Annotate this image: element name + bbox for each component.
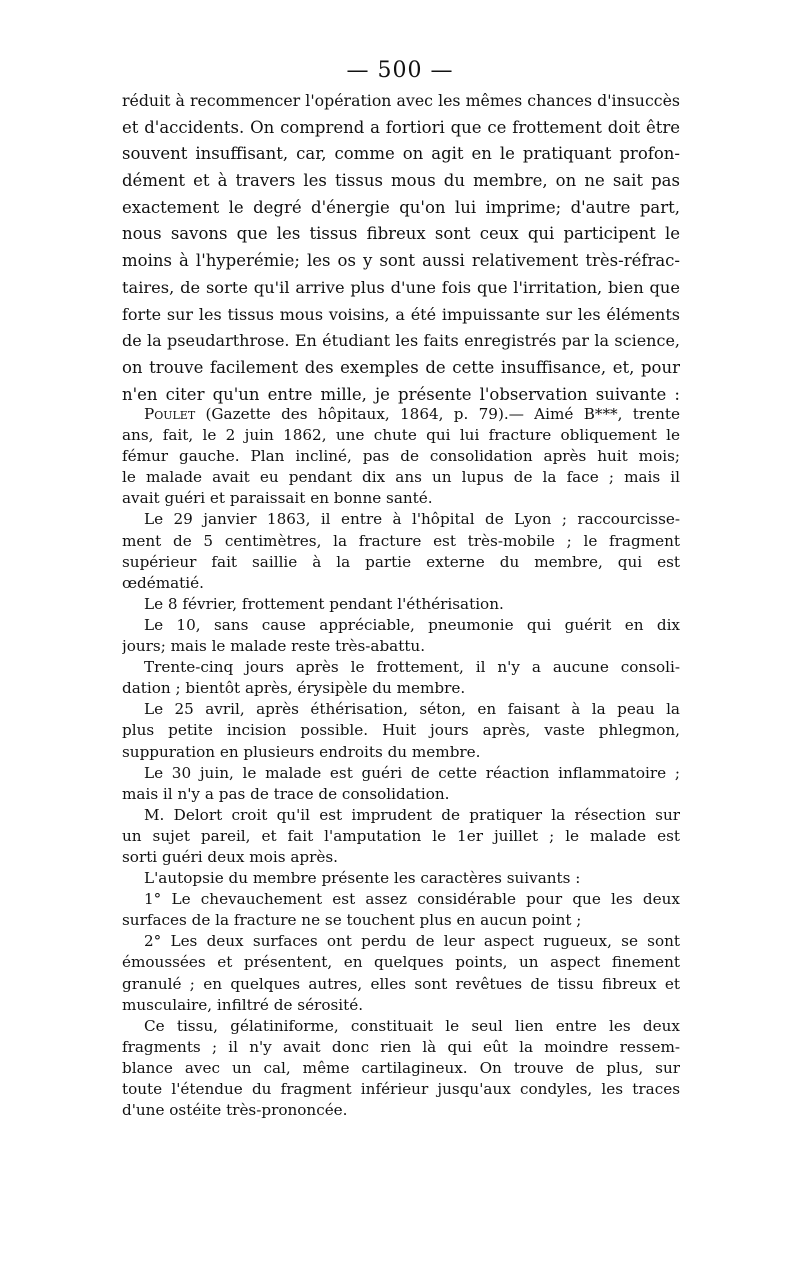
- text-line: 1° Le chevauchement est assez considérable pour que les deux: [144, 890, 680, 909]
- text-line: dément et à travers les tissus mous du membre, on ne sait pas: [122, 171, 680, 191]
- text-line: réduit à recommencer l'opération avec les mêmes chances d'insuccès: [122, 91, 680, 110]
- text-line: mais il n'y a pas de trace de consolidation.: [122, 784, 450, 803]
- text-line: moins à l'hyperémie; les os y sont aussi relativement très-réfrac-: [122, 251, 680, 271]
- text-line: Le 30 juin, le malade est guéri de cette réaction inflammatoire ;: [144, 763, 680, 782]
- text-line: Le 10, sans cause appréciable, pneumonie qui guérit en dix: [144, 615, 680, 634]
- text-line: 2° Les deux surfaces ont perdu de leur aspect rugueux, se sont: [144, 932, 680, 951]
- text-line: dation ; bientôt après, érysipèle du membre.: [122, 679, 466, 698]
- page-number: — 500 —: [346, 58, 454, 83]
- text-line: et d'accidents. On comprend a fortiori que ce frottement doit être: [122, 117, 680, 137]
- observation-author: Poulet: [144, 405, 196, 423]
- text-line: supérieur fait saillie à la partie externe du membre, qui est: [122, 552, 680, 571]
- observation-heading-line: [122, 404, 680, 425]
- text-line: Le 25 avril, après éthérisation, séton, en faisant à la peau la: [144, 700, 680, 719]
- text-line: le malade avait eu pendant dix ans un lupus de la face ; mais il: [122, 468, 680, 487]
- text-line: L'autopsie du membre présente les caractères suivants :: [144, 869, 581, 888]
- text-line: forte sur les tissus mous voisins, a été impuissante sur les éléments: [122, 304, 680, 324]
- text-line: blance avec un cal, même cartilagineux. On trouve de plus, sur: [122, 1058, 680, 1077]
- text-line: plus petite incision possible. Huit jours après, vaste phlegmon,: [122, 721, 680, 740]
- text-line: de la pseudarthrose. En étudiant les faits enregistrés par la science,: [122, 331, 680, 351]
- text-line: M. Delort croit qu'il est imprudent de pratiquer la résection sur: [144, 805, 680, 824]
- text-line: on trouve facilement des exemples de cette insuffisance, et, pour: [122, 357, 680, 377]
- intro-paragraph: [122, 88, 680, 408]
- text-line: sorti guéri deux mois après.: [122, 847, 338, 866]
- observation-block: [122, 404, 680, 1121]
- text-line: souvent insuffisant, car, comme on agit en le pratiquant profon-: [122, 144, 680, 164]
- text-line: Le 8 février, frottement pendant l'éthérisation.: [144, 594, 504, 613]
- text-line: ans, fait, le 2 juin 1862, une chute qui lui fracture obliquement le: [122, 426, 680, 445]
- text-line: Le 29 janvier 1863, il entre à l'hôpital de Lyon ; raccourcisse-: [144, 510, 680, 529]
- observation-source: (Gazette des hôpitaux, 1864, p. 79).: [205, 405, 509, 423]
- text-line: musculaire, infiltré de sérosité.: [122, 995, 364, 1014]
- text-line: émoussées et présentent, en quelques points, un aspect finement: [122, 953, 680, 972]
- text-line: taires, de sorte qu'il arrive plus d'une fois que l'irritation, bien que: [122, 277, 680, 297]
- text-line: nous savons que les tissus fibreux sont ceux qui participent le: [122, 224, 680, 244]
- text-line: fémur gauche. Plan incliné, pas de consolidation après huit mois;: [122, 447, 680, 466]
- text-line: surfaces de la fracture ne se touchent plus en aucun point ;: [122, 911, 582, 930]
- text-line: œdématié.: [122, 573, 204, 592]
- text-line: avait guéri et paraissait en bonne santé.: [122, 489, 433, 508]
- text-line: Ce tissu, gélatiniforme, constituait le seul lien entre les deux: [144, 1016, 680, 1035]
- text-line: Trente-cinq jours après le frottement, il n'y a aucune consoli-: [144, 658, 680, 677]
- observation-heading-rest: — Aimé B***, trente: [508, 405, 680, 423]
- text-line: exactement le degré d'énergie qu'on lui imprime; d'autre part,: [122, 197, 680, 217]
- text-line: fragments ; il n'y avait donc rien là qui eût la moindre ressem-: [122, 1037, 680, 1056]
- text-line: granulé ; en quelques autres, elles sont revêtues de tissu fibreux et: [122, 974, 680, 993]
- text-line: n'en citer qu'un entre mille, je présente l'observation suivante :: [122, 384, 680, 404]
- text-line: d'une ostéite très-prononcée.: [122, 1101, 348, 1120]
- text-line: un sujet pareil, et fait l'amputation le 1er juillet ; le malade est: [122, 826, 680, 845]
- text-line: suppuration en plusieurs endroits du membre.: [122, 742, 481, 761]
- text-line: ment de 5 centimètres, la fracture est très-mobile ; le fragment: [122, 531, 680, 550]
- text-line: jours; mais le malade reste très-abattu.: [122, 637, 426, 656]
- text-line: toute l'étendue du fragment inférieur jusqu'aux condyles, les traces: [122, 1080, 680, 1098]
